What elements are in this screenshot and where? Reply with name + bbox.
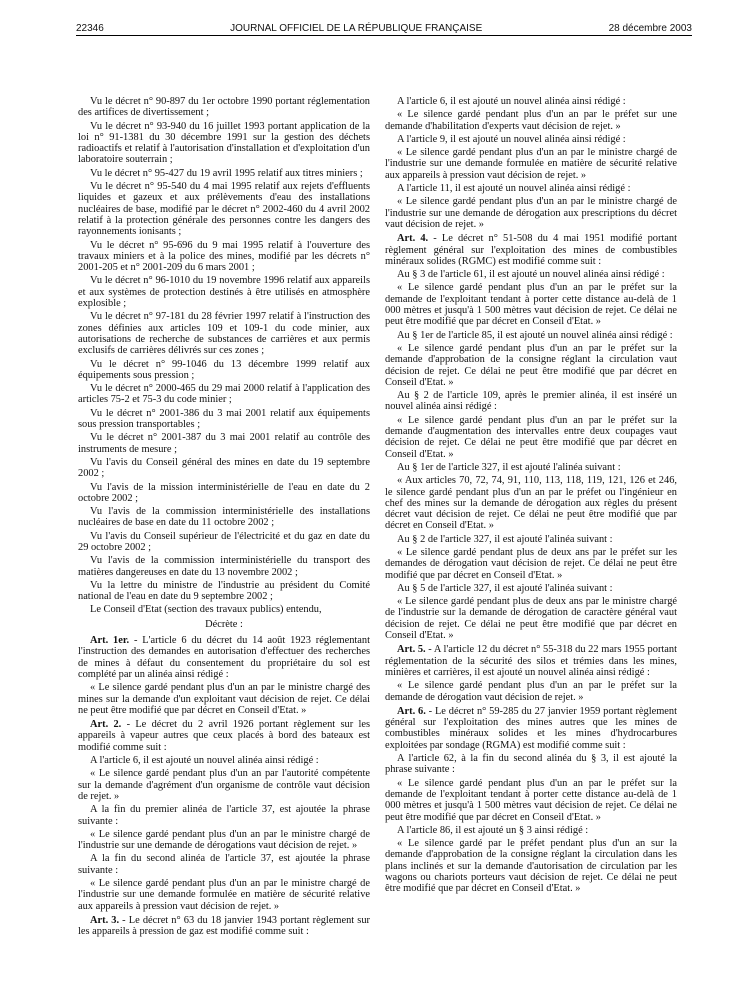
page-number: 22346 — [76, 23, 104, 34]
paragraph-text: Vu le décret n° 95-540 du 4 mai 1995 relatif aux rejets d'effluents liquides et gazeux et aux prélèvements d'eau des installations nucléaires de base, modifié par le décret n° 2002-460 du 4 avril 2002 relatif à la protection générale des personnes contre les dangers des rayonnements ionisants ; — [78, 181, 370, 238]
paragraph-text: Au § 1er de l'article 327, il est ajouté l'alinéa suivant : — [397, 461, 621, 473]
paragraph — [78, 555, 370, 578]
paragraph-text: Vu l'avis du Conseil général des mines en date du 19 septembre 2002 ; — [78, 456, 370, 480]
paragraph — [385, 547, 677, 581]
paragraph — [385, 282, 677, 327]
paragraph — [78, 275, 370, 309]
paragraph — [78, 682, 370, 716]
paragraph-text: Décrète : — [205, 618, 243, 630]
article-paragraph — [385, 706, 677, 751]
paragraph — [78, 240, 370, 274]
paragraph-text: Au § 1er de l'article 85, il est ajouté un nouvel alinéa ainsi rédigé : — [397, 329, 673, 341]
paragraph — [78, 311, 370, 356]
paragraph-text: A l'article 86, il est ajouté un § 3 ainsi rédigé : — [397, 824, 589, 836]
paragraph-text: « Aux articles 70, 72, 74, 91, 110, 113, 118, 119, 121, 126 et 246, le silence gardé pendant plus d'un an par le préfet ou l'ingénieur en chef des mines sur la demande de dérogation aux règles du présent décret vaut décision de rejet. Ce délai ne peut être modifié que par décret en Conseil d'Etat. » — [385, 475, 677, 532]
paragraph — [78, 482, 370, 505]
right-column — [385, 96, 677, 897]
paragraph — [385, 134, 677, 145]
article-label: Art. 2. — [90, 719, 122, 731]
journal-title: JOURNAL OFFICIEL DE LA RÉPUBLIQUE FRANÇAISE — [230, 23, 483, 34]
paragraph-text: « Le silence gardé pendant plus d'un an par le préfet sur la demande de l'exploitant tendant à porter cette distance au-delà de 1 000 mètres et jusqu'à 1 500 mètres vaut décision de rejet. Ce délai ne peut être modifié que par décret en Conseil d'Etat. » — [385, 777, 677, 823]
paragraph — [385, 415, 677, 460]
page-header — [76, 20, 692, 34]
paragraph-text: A la fin du premier alinéa de l'article 37, est ajoutée la phrase suivante : — [78, 804, 370, 827]
paragraph-text: « Le silence gardé pendant plus d'un an par le préfet sur la demande de l'exploitant tendant à porter cette distance au-delà de 1 000 mètres et jusqu'à 1 500 mètres vaut décision de rejet. Ce délai ne peut être modifié que par décret en Conseil d'Etat. » — [385, 282, 677, 328]
paragraph — [78, 755, 370, 766]
paragraph — [385, 596, 677, 641]
paragraph-text: Vu le décret n° 97-181 du 28 février 1997 relatif à l'instruction des zones définies aux articles 109 et 109-1 du code minier, aux autorisations de recherche de substances de carrières et aux permis exclusifs de carrières délivrés sur ces zones ; — [78, 311, 370, 357]
paragraph-text: A l'article 9, il est ajouté un nouvel alinéa ainsi rédigé : — [397, 133, 626, 145]
paragraph-text: Vu le décret n° 95-696 du 9 mai 1995 relatif à l'ouverture des travaux miniers et à la police des mines, modifié par les décrets n° 2001-205 et n° 2001-209 du 6 mars 2001 ; — [78, 239, 370, 274]
article-paragraph — [78, 719, 370, 753]
article-label: Art. 6. — [397, 705, 426, 717]
paragraph-text: - A l'article 12 du décret n° 55-318 du 22 mars 1955 portant réglementation de la sécurité des silos et trémies dans les mines, minières et carrières, il est ajouté un nouvel alinéa ainsi rédigé : — [385, 644, 677, 678]
issue-date: 28 décembre 2003 — [608, 23, 692, 34]
article-paragraph — [78, 915, 370, 938]
paragraph-text: « Le silence gardé pendant plus d'un an par le préfet sur la demande de dérogation vaut décision de rejet. » — [385, 680, 677, 703]
paragraph — [385, 109, 677, 132]
paragraph-text: A la fin du second alinéa de l'article 37, est ajoutée la phrase suivante : — [78, 853, 370, 876]
paragraph-text: - Le décret n° 59-285 du 27 janvier 1959 portant règlement général sur l'exploitation des mines autres que les mines de combustibles minéraux solides et les mines d'hydrocarbures exploitées par sondage (RGMA) est modifié comme suit : — [385, 705, 677, 751]
paragraph-text: Au § 2 de l'article 109, après le premier alinéa, il est inséré un nouvel alinéa ainsi rédigé : — [385, 390, 677, 413]
paragraph — [385, 825, 677, 836]
paragraph — [78, 383, 370, 406]
paragraph — [78, 853, 370, 876]
paragraph — [78, 457, 370, 480]
paragraph-text: Vu le décret n° 95-427 du 19 avril 1995 relatif aux titres miniers ; — [90, 167, 363, 179]
paragraph-text: « Le silence gardé pendant plus d'un an par le ministre chargé des mines sur la demande d'un exploitant vaut décision de rejet. Ce délai ne peut être modifié que par décret en Conseil d'Etat. » — [78, 682, 370, 716]
paragraph — [385, 534, 677, 545]
paragraph — [78, 359, 370, 382]
article-paragraph — [78, 635, 370, 680]
paragraph-text: A l'article 11, il est ajouté un nouvel alinéa ainsi rédigé : — [397, 183, 631, 195]
article-paragraph — [385, 644, 677, 678]
paragraph-text: Vu le décret n° 93-940 du 16 juillet 1993 portant application de la loi n° 91-1381 du 30 décembre 1991 sur la gestion des déchets radioactifs et relatif à l'autorisation d'installation et d'exploitation d'un laboratoire souterrain ; — [78, 120, 370, 166]
paragraph — [385, 390, 677, 413]
paragraph — [385, 475, 677, 531]
paragraph-text: Vu le décret n° 90-897 du 1er octobre 1990 portant réglementation des artifices de divertissement ; — [78, 96, 370, 119]
paragraph — [385, 96, 677, 107]
paragraph — [78, 768, 370, 802]
paragraph — [385, 147, 677, 181]
paragraph-text: A l'article 6, il est ajouté un nouvel alinéa ainsi rédigé : — [90, 755, 319, 767]
paragraph-text: A l'article 6, il est ajouté un nouvel alinéa ainsi rédigé : — [397, 96, 626, 107]
paragraph-text: A l'article 62, à la fin du second alinéa du § 3, il est ajouté la phrase suivante : — [385, 753, 677, 776]
paragraph-text: Vu l'avis du Conseil supérieur de l'électricité et du gaz en date du 29 octobre 2002 ; — [78, 530, 370, 553]
paragraph — [78, 531, 370, 554]
paragraph — [385, 838, 677, 894]
paragraph-text: Au § 2 de l'article 327, il est ajouté l'alinéa suivant : — [397, 533, 613, 545]
paragraph — [385, 330, 677, 341]
paragraph-text: Vu l'avis de la commission interministérielle du transport des matières dangereuses en date du 13 novembre 2002 ; — [78, 555, 370, 578]
paragraph-text: Vu l'avis de la commission interministérielle des installations nucléaires de base en date du 11 octobre 2002 ; — [78, 506, 370, 529]
article-label: Art. 5. — [397, 644, 426, 656]
paragraph-text: Vu le décret n° 2000-465 du 29 mai 2000 relatif à l'application des articles 75-2 et 75-3 du code minier ; — [78, 383, 370, 406]
paragraph — [78, 604, 370, 615]
paragraph-text: « Le silence gardé pendant plus de deux ans par le ministre chargé de l'industrie sur la demande de dérogation de caractère général vaut décision de rejet. Ce délai ne peut être modifié que par décret en Conseil d'Etat. » — [385, 596, 677, 642]
left-column — [78, 96, 370, 939]
paragraph — [78, 168, 370, 179]
paragraph-text: - Le décret n° 51-508 du 4 mai 1951 modifié portant règlement général sur l'exploitation des mines de combustibles minéraux solides (RGMC) est modifié comme suit : — [385, 233, 677, 267]
paragraph — [78, 432, 370, 455]
paragraph — [385, 462, 677, 473]
article-label: Art. 4. — [397, 233, 429, 245]
paragraph — [385, 680, 677, 703]
article-label: Art. 1er. — [90, 635, 130, 647]
paragraph-text: « Le silence gardé pendant plus d'un an par le préfet sur la demande d'augmentation des intervalles entre deux coupages vaut décision de rejet. Ce délai ne peut être modifié que par décret en Conseil d'Etat. » — [385, 414, 677, 460]
paragraph-text: « Le silence gardé par le préfet pendant plus d'un an sur la demande d'approbation de la consigne réglant la circulation dans les plans inclinés et sur la demande d'autorisation de circulation par les wagons ou chariots porteurs vaut décision de rejet. Ce délai ne peut être modifié que par décret en Conseil d'Etat. » — [385, 838, 677, 895]
paragraph-text: - L'article 6 du décret du 14 août 1923 réglementant l'instruction des demandes en autorisation d'effectuer des recherches de mines à défaut du consentement du propriétaire du sol est complété par un alinéa ainsi rédigé : — [78, 635, 371, 680]
paragraph-text: Vu l'avis de la mission interministérielle de l'eau en date du 2 octobre 2002 ; — [78, 481, 370, 504]
paragraph-text: Au § 3 de l'article 61, il est ajouté un nouvel alinéa ainsi rédigé : — [397, 269, 665, 281]
header-rule — [76, 35, 692, 36]
paragraph — [78, 619, 370, 630]
paragraph-text: Vu le décret n° 2001-386 du 3 mai 2001 relatif aux équipements sous pression transportables ; — [78, 407, 370, 431]
paragraph — [78, 506, 370, 529]
paragraph — [385, 778, 677, 823]
paragraph-text: « Le silence gardé pendant plus d'un an par le ministre chargé de l'industrie sur une demande de dérogations vaut décision de rejet. » — [78, 828, 370, 852]
paragraph — [385, 583, 677, 594]
paragraph — [78, 408, 370, 431]
paragraph-text: - Le décret n° 63 du 18 janvier 1943 portant règlement sur les appareils à pression de gaz est modifié comme suit : — [78, 914, 370, 938]
paragraph — [78, 181, 370, 237]
paragraph — [78, 121, 370, 166]
paragraph-text: Vu le décret n° 99-1046 du 13 décembre 1999 relatif aux équipements sous pression ; — [78, 358, 370, 381]
paragraph-text: « Le silence gardé pendant plus de deux ans par le préfet sur les demandes de dérogation vaut décision de rejet. Ce délai ne peut être modifié que par décret en Conseil d'Etat. » — [385, 546, 677, 581]
paragraph-text: « Le silence gardé pendant plus d'un an par l'autorité compétente sur la demande d'agrément d'un organisme de contrôle vaut décision de rejet. » — [78, 768, 370, 802]
paragraph-text: Vu la lettre du ministre de l'industrie au président du Comité national de l'eau en date du 9 septembre 2002 ; — [78, 579, 370, 603]
paragraph-text: Le Conseil d'Etat (section des travaux publics) entendu, — [90, 604, 322, 616]
article-paragraph — [385, 233, 677, 267]
paragraph-text: Vu le décret n° 2001-387 du 3 mai 2001 relatif au contrôle des instruments de mesure ; — [78, 432, 370, 455]
paragraph — [78, 580, 370, 603]
paragraph — [78, 96, 370, 119]
paragraph-text: « Le silence gardé pendant plus d'un an par le ministre chargé de l'industrie sur une demande formulée en matière de sécurité relative aux appareils à pression vaut décision de rejet. » — [78, 878, 370, 912]
paragraph — [385, 196, 677, 230]
paragraph — [78, 829, 370, 852]
paragraph — [385, 343, 677, 388]
paragraph-text: « Le silence gardé pendant plus d'un an par le préfet sur la demande d'approbation de la consigne réglant la circulation vaut décision de rejet. Ce délai ne peut être modifié que par décret en Conseil d'Etat. » — [385, 342, 677, 388]
paragraph-text: « Le silence gardé pendant plus d'un an par le préfet sur une demande d'habilitation d'experts vaut décision de rejet. » — [385, 109, 677, 132]
paragraph-text: « Le silence gardé pendant plus d'un an par le ministre chargé de l'industrie sur une demande de dérogation aux prescriptions du décret vaut décision de rejet. » — [385, 196, 677, 230]
paragraph — [385, 183, 677, 194]
article-label: Art. 3. — [90, 914, 120, 926]
paragraph — [78, 878, 370, 912]
paragraph-text: - Le décret du 2 avril 1926 portant règlement sur les appareils à vapeur autres que ceux placés à bord des bateaux est modifié comme suit : — [78, 719, 370, 753]
paragraph-text: Vu le décret n° 96-1010 du 19 novembre 1996 relatif aux appareils et aux systèmes de protection destinés à être utilisés en atmosphère explosible ; — [78, 275, 370, 310]
paragraph — [385, 753, 677, 776]
paragraph — [385, 269, 677, 280]
paragraph-text: « Le silence gardé pendant plus d'un an par le ministre chargé de l'industrie sur une demande formulée en matière de sécurité relative aux appareils à pression vaut décision de rejet. » — [385, 147, 677, 181]
paragraph — [78, 804, 370, 827]
paragraph-text: Au § 5 de l'article 327, il est ajouté l'alinéa suivant : — [397, 582, 613, 594]
